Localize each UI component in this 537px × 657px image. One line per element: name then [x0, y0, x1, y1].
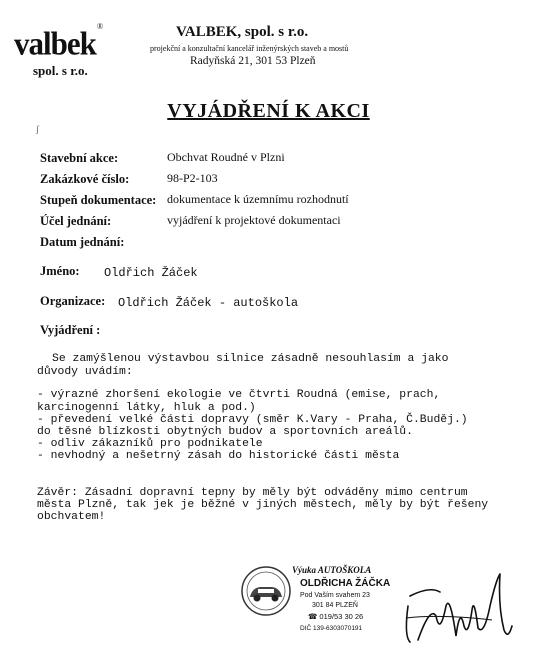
organizace-value: Oldřich Žáček - autoškola	[118, 296, 299, 310]
statement-intro-line-2: důvody uvádím:	[37, 366, 133, 378]
bullet-3: - odliv zákazníků pro podnikatele	[37, 438, 263, 450]
company-address: Radyňská 21, 301 53 Plzeň	[190, 55, 316, 67]
conclusion-line-3: obchvatem!	[37, 511, 106, 523]
bullet-2-line-2: do těsné blízkosti obytných budov a sportovních areálů.	[37, 426, 413, 438]
organizace-label: Organizace:	[40, 294, 106, 308]
registered-mark: ®	[97, 22, 104, 31]
conclusion-line-1: Závěr: Zásadní dopravní tepny by měly být odváděny mimo centrum	[37, 487, 468, 499]
company-description: projekční a konzultační kancelář inženýrských staveb a mostů	[150, 44, 349, 53]
bullet-4: - nevhodný a nešetrný zásah do historické části města	[37, 450, 400, 462]
datum-jednani-label: Datum jednání:	[40, 235, 125, 249]
company-name: VALBEK, spol. s r.o.	[176, 24, 309, 40]
stamp-heading: Výuka AUTOŠKOLA	[292, 565, 372, 575]
ucel-jednani-label: Účel jednání:	[40, 214, 112, 228]
stupen-dokumentace-label: Stupeň dokumentace:	[40, 193, 157, 207]
document-title: VYJÁDŘENÍ K AKCI	[167, 100, 370, 122]
stamp-address-line-1: Pod Vaším svahem 23	[300, 592, 370, 599]
stavebni-akce-label: Stavební akce:	[40, 151, 119, 165]
stamp-name: OLDŘICHA ŽÁČKA	[300, 578, 391, 589]
handwritten-signature	[400, 566, 525, 646]
statement-intro-line-1: Se zamýšlenou výstavbou silnice zásadně nesouhlasím a jako	[52, 353, 449, 365]
jmeno-label: Jméno:	[40, 264, 80, 278]
car-emblem-icon	[238, 563, 294, 619]
logo-subtitle: spol. s r.o.	[33, 63, 88, 78]
margin-mark: ʃ	[36, 124, 39, 134]
ucel-jednani-value: vyjádření k projektové dokumentaci	[167, 213, 341, 227]
stamp-address-line-2: 301 84 PLZEŇ	[312, 602, 358, 609]
stupen-dokumentace-value: dokumentace k územnímu rozhodnutí	[167, 192, 349, 206]
zakazkove-cislo-label: Zakázkové číslo:	[40, 172, 130, 186]
bullet-1-line-2: karcinogenní látky, hluk a pod.)	[37, 402, 256, 414]
zakazkove-cislo-value: 98-P2-103	[167, 171, 218, 185]
bullet-1-line-1: - výrazné zhoršení ekologie ve čtvrti Roudná (emise, prach,	[37, 389, 441, 401]
vyjadreni-label: Vyjádření :	[40, 323, 101, 337]
company-logo: valbek	[14, 25, 96, 62]
conclusion-line-2: města Plzně, tak jek je běžné v jiných městech, měly by být řešeny	[37, 499, 489, 511]
jmeno-value: Oldřich Žáček	[104, 266, 198, 280]
stavebni-akce-value: Obchvat Roudné v Plzni	[167, 150, 285, 164]
stamp-phone: ☎ 019/53 30 26	[308, 612, 364, 621]
stamp-ids: DIČ 139-6303070191	[300, 625, 363, 632]
bullet-2-line-1: - převedení velké části dopravy (směr K.Vary - Praha, Č.Buděj.)	[37, 414, 468, 426]
